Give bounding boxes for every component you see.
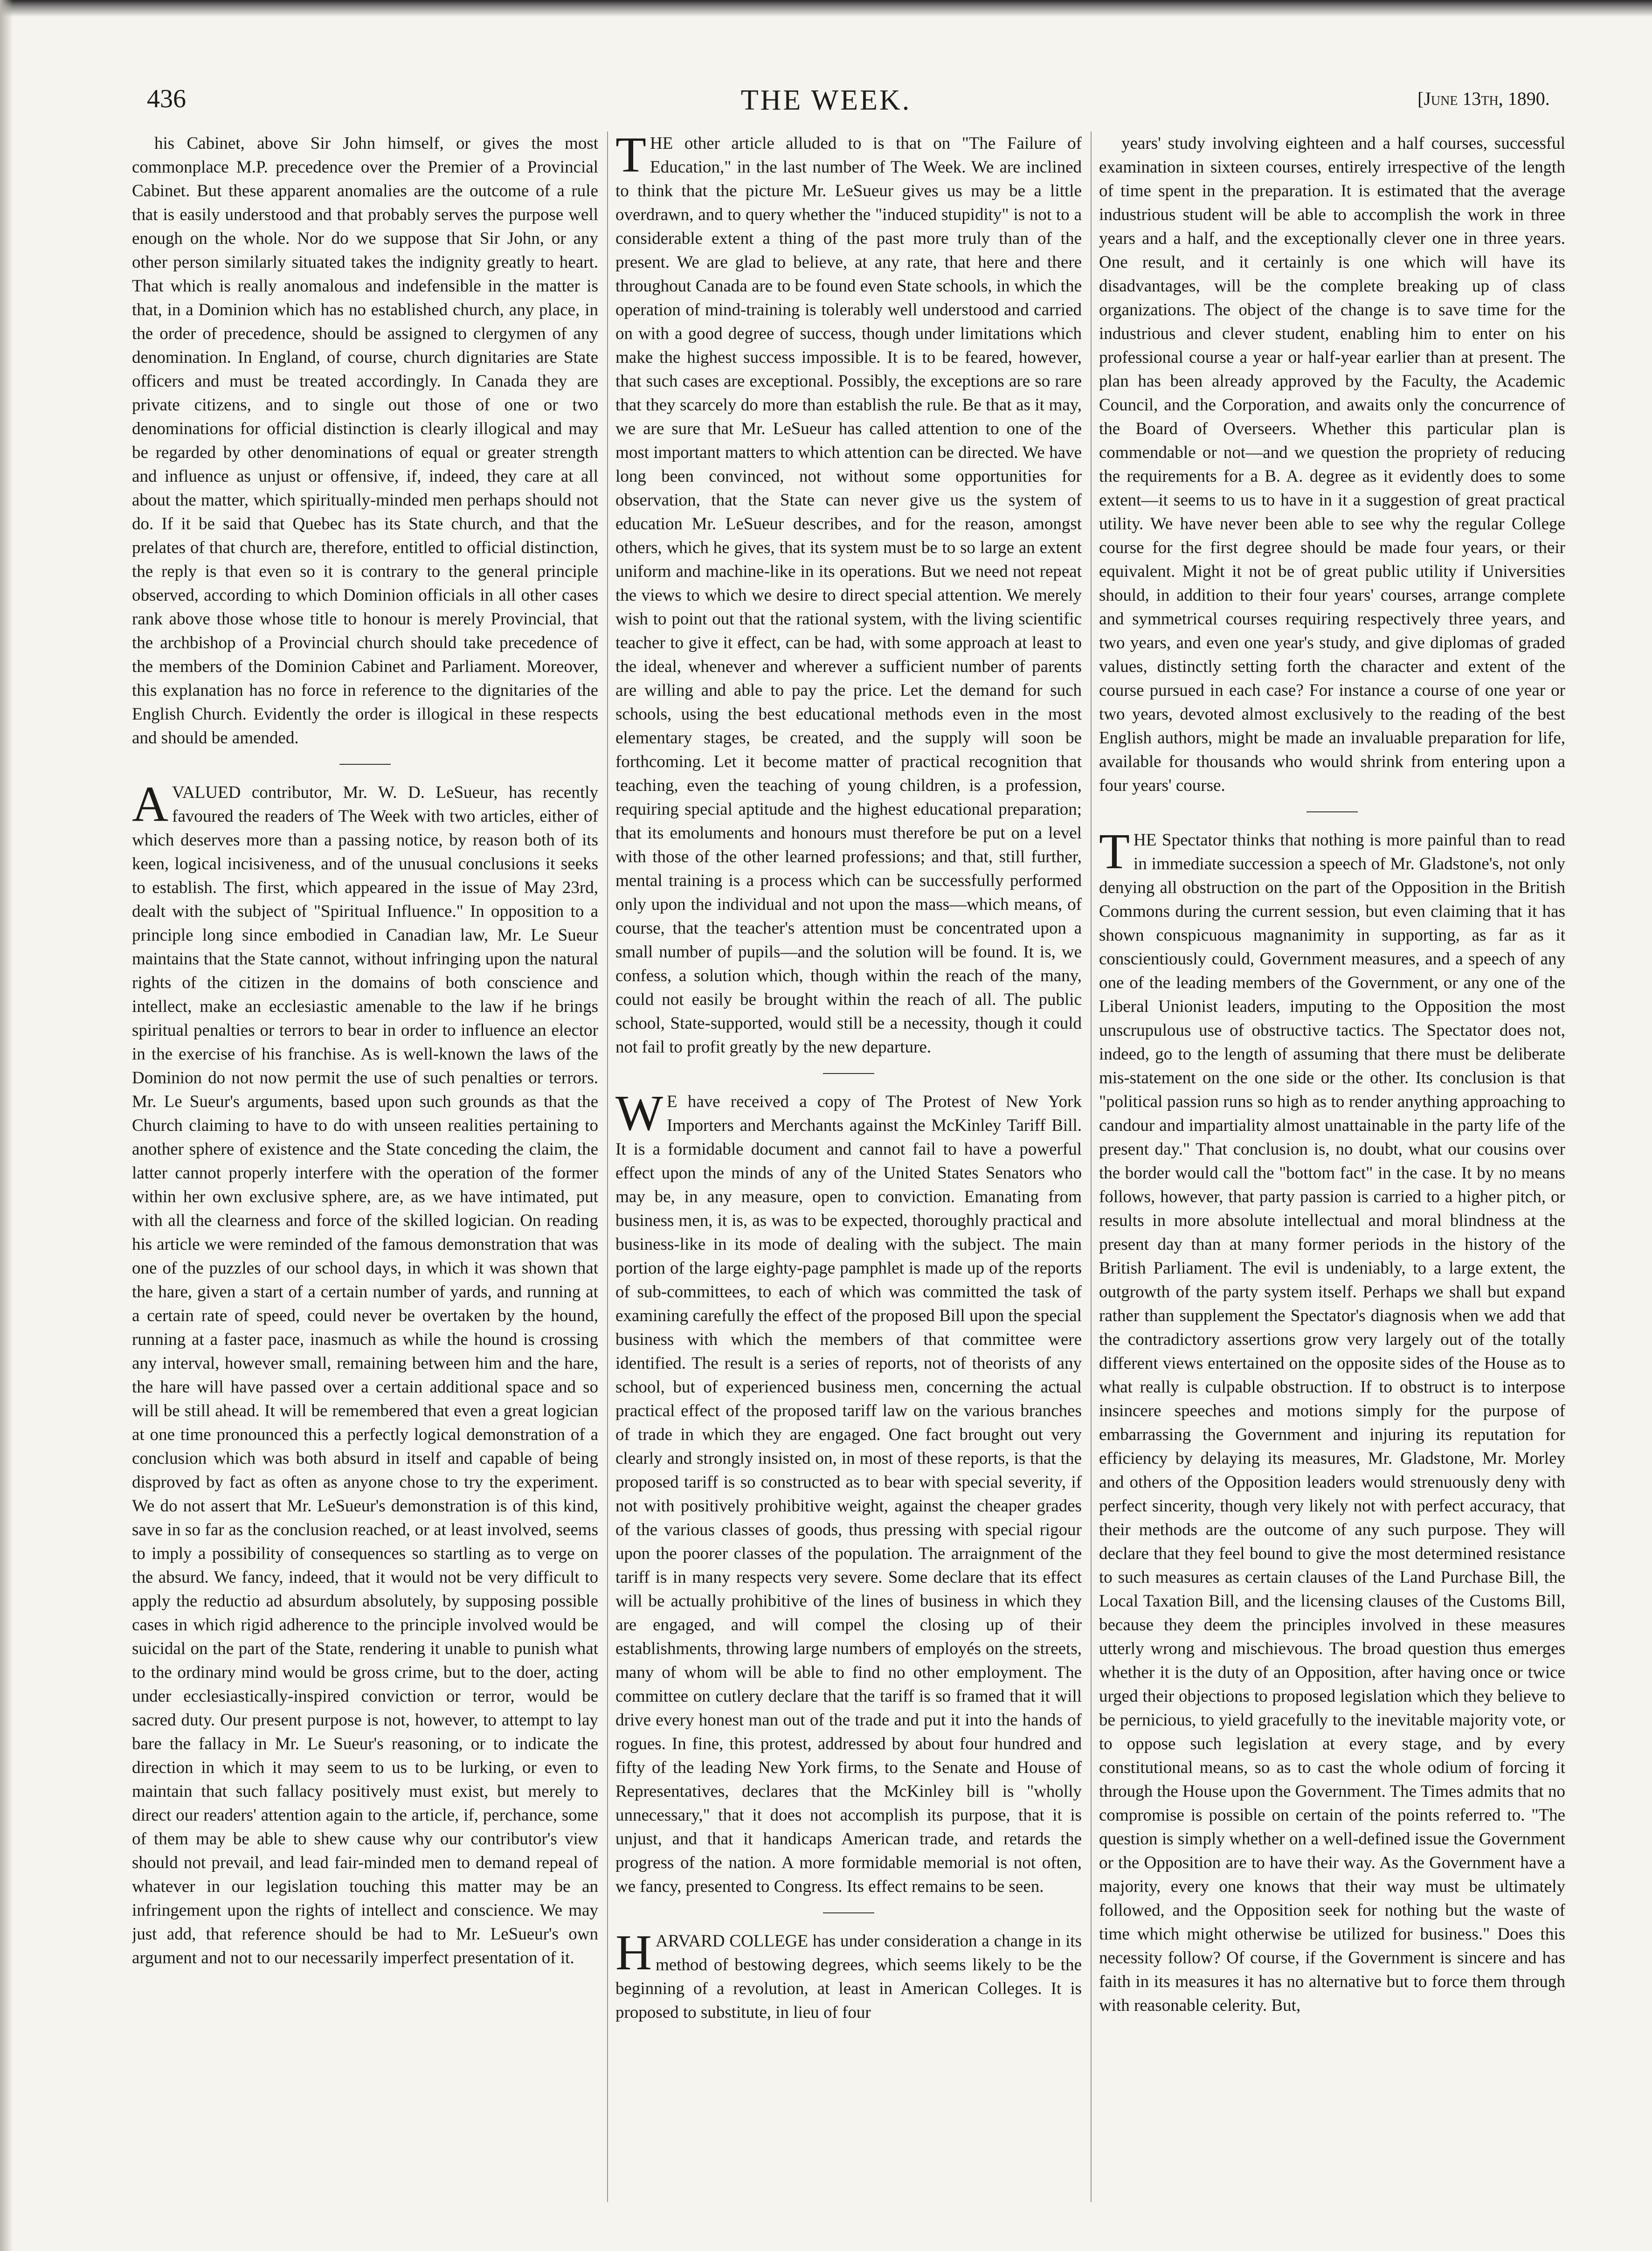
column-1 bbox=[132, 132, 598, 2202]
page-header bbox=[0, 84, 1652, 121]
article-paragraph: THE other article alluded to is that on "The Failure of Education," in the last number of The Week. We are inclined to think that the picture Mr. LeSueur gives us may be a little overdrawn, and to query whether the "induced stupidity" is not to a considerable extent a thing of the past more truly than of the present. We are glad to believe, at any rate, that here and there throughout Canada are to be found even State schools, in which the operation of mind-training is tolerably well understood and carried on with a good degree of success, though under limitations which make the highest success impossible. It is to be feared, however, that such cases are exceptional. Possibly, the exceptions are so rare that they scarcely do more than establish the rule. Be that as it may, we are sure that Mr. LeSueur has called attention to one of the most important matters to which attention can be directed. We have long been convinced, not without some opportunities for observation, that the State can never give us the system of education Mr. LeSueur describes, and for the reason, amongst others, which he gives, that its system must be to so large an extent uniform and machine-like in its operations. But we need not repeat the views to which we desire to direct special attention. We merely wish to point out that the rational system, with the living scientific teacher to give it effect, can be had, with some approach at least to the ideal, whenever and wherever a sufficient number of parents are willing and able to pay the price. Let the demand for such schools, using the best educational methods even in the most elementary stages, be created, and the supply will soon be forthcoming. Let it become matter of practical recognition that teaching, even the teaching of young children, is a profession, requiring special aptitude and the highest educational preparation; that its emoluments and honours must therefore be put on a level with those of the other learned professions; and that, still further, mental training is a process which can be successfully performed only upon the individual and not upon the mass—which means, of course, that the teacher's attention must be concentrated upon a small number of pupils—and the solution will be found. It is, we confess, a solution which, though within the reach of the many, could not easily be brought within the reach of all. The public school, State-supported, would still be a necessity, though it could not fail to profit greatly by the new departure. bbox=[615, 132, 1082, 1057]
article-paragraph: THE Spectator thinks that nothing is more painful than to read in immediate succession a speech of Mr. Gladstone's, not only denying all obstruction on the part of the Opposition in the British Commons during the current session, but even claiming that it has shown conspicuous magnanimity in supporting, as far as it conscientiously could, Government measures, and a speech of any one of the leading members of the Government, or any one of the Liberal Unionist leaders, imputing to the Opposition the most unscrupulous use of obstructive tactics. The Spectator does not, indeed, go to the length of assuming that there must be deliberate mis-statement on the one side or the other. Its conclusion is that "political passion runs so high as to render anything approaching to candour and impartiality almost unattainable in the party life of the present day." That conclusion is, no doubt, what our cousins over the border would call the "bottom fact" in the case. It by no means follows, however, that party passion is carried to a higher pitch, or results in more absolute intellectual and moral blindness at the present day than at many former periods in the history of the British Parliament. The evil is undeniably, to a large extent, the outgrowth of the party system itself. Perhaps we shall but expand rather than supplement the Spectator's diagnosis when we add that the contradictory assertions grow very largely out of the totally different views entertained on the opposite sides of the House as to what really is culpable obstruction. If to obstruct is to interpose insincere speeches and motions simply for the purpose of embarrassing the Government and injuring its reputation for efficiency by delaying its measures, Mr. Gladstone, Mr. Morley and others of the Opposition leaders would strenuously deny with perfect sincerity, though very likely not with perfect accuracy, that their methods are the outcome of any such purpose. They will declare that they feel bound to give the most determined resistance to such measures as certain clauses of the Land Purchase Bill, the Local Taxation Bill, and the licensing clauses of the Customs Bill, because they deem the principles involved in these measures utterly wrong and mischievous. The broad question thus emerges whether it is the duty of an Opposition, after having once or twice urged their objections to proposed legislation which they believe to be pernicious, to yield gracefully to the inevitable majority vote, or to oppose such legislation at every stage, and by every constitutional means, so as to cast the whole odium of forcing it through the House upon the Government. The Times admits that no compromise is possible on certain of the points referred to. "The question is simply whether on a well-defined issue the Government or the Opposition are to have their way. As the Government have a majority, every one knows that their way must be ultimately followed, and the Opposition seek for nothing but the waste of time which might otherwise be utilized for business." Does this necessity follow? Of course, if the Government is sincere and has faith in its measures it has no alternative but to force them through with reasonable celerity. But, bbox=[1099, 824, 1565, 2015]
section-separator bbox=[1306, 811, 1358, 812]
issue-date: [June 13th, 1890. bbox=[1417, 88, 1550, 109]
article-paragraph: his Cabinet, above Sir John himself, or gives the most commonplace M.P. precedence over the Premier of a Provincial Cabinet. But these apparent anomalies are the outcome of a rule that is easily understood and that probably serves the purpose well enough on the whole. Nor do we suppose that Sir John, or any other person similarly situated takes the indignity greatly to heart. That which is really anomalous and indefensible in the matter is that, in a Dominion which has no established church, any place, in the order of precedence, should be assigned to clergymen of any denomination. In England, of course, church dignitaries are State officers and must be treated accordingly. In Canada they are private citizens, and to single out those of one or two denominations for official distinction is clearly illogical and may be regarded by other denominations of equal or greater strength and influence as unjust or offensive, if, indeed, they care at all about the matter, which spiritually-minded men perhaps should not do. If it be said that Quebec has its State church, and that the prelates of that church are, therefore, entitled to official distinction, the reply is that even so it is contrary to the general principle observed, according to which Dominion officials in all other cases rank above those whose title to honour is merely Provincial, that the archbishop of a Provincial church should take precedence of the members of the Dominion Cabinet and Parliament. Moreover, this explanation has no force in reference to the dignitaries of the English Church. Evidently the order is illogical in these respects and should be amended. bbox=[132, 134, 598, 748]
scan-edge-top bbox=[0, 0, 1652, 17]
column-divider bbox=[607, 132, 608, 2202]
scan-edge-left bbox=[0, 0, 13, 2251]
column-2 bbox=[615, 132, 1082, 2202]
article-paragraph: years' study involving eighteen and a half courses, successful examination in sixteen courses, entirely irrespective of the length of time spent in the preparation. It is estimated that the average industrious student will be able to accomplish the work in three years and a half, and the exceptionally clever one in three years. One result, and it certainly is one which will have its disadvantages, will be the complete breaking up of class organizations. The object of the change is to save time for the industrious and clever student, enabling him to enter on his professional course a year or half-year earlier than at present. The plan has been already approved by the Faculty, the Academic Council, and the Corporation, and awaits only the concurrence of the Board of Overseers. Whether this particular plan is commendable or not—and we question the propriety of reducing the requirements for a B. A. degree as it evidently does to some extent—it seems to us to have in it a suggestion of great practical utility. We have never been able to see why the regular College course for the first degree should be made four years, or their equivalent. Might it not be of great public utility if Universities should, in addition to their four years' courses, arrange complete and symmetrical courses requiring respectively three years, and two years, and even one year's study, and give diplomas of graded values, distinctly setting forth the character and extent of the course pursued in each case? For instance a course of one year or two years, devoted almost exclusively to the reading of the best English authors, might be made an invaluable preparation for life, available for thousands who would shrink from entering upon a four years' course. bbox=[1099, 134, 1565, 795]
section-separator bbox=[823, 1912, 874, 1913]
section-separator bbox=[339, 764, 391, 765]
page-number: 436 bbox=[147, 84, 186, 113]
journal-title: THE WEEK. bbox=[740, 84, 912, 116]
column-divider bbox=[1091, 132, 1092, 2202]
column-3 bbox=[1099, 132, 1565, 2202]
section-separator bbox=[823, 1073, 874, 1074]
article-paragraph: HARVARD COLLEGE has under consideration a change in its method of bestowing degrees, which seems likely to be the beginning of a revolution, at least in American Colleges. It is proposed to substitute, in lieu of four bbox=[615, 1925, 1082, 2022]
article-paragraph: AVALUED contributor, Mr. W. D. LeSueur, has recently favoured the readers of The Week with two articles, either of which deserves more than a passing notice, by reason both of its keen, logical incisiveness, and of the unusual conclusions it seeks to establish. The first, which appeared in the issue of May 23rd, dealt with the subject of "Spiritual Influence." In opposition to a principle long since embodied in Canadian law, Mr. Le Sueur maintains that the State cannot, without infringing upon the natural rights of the citizen in the domains of both conscience and intellect, make an ecclesiastic amenable to the law if he brings spiritual penalties or terrors to bear in order to influence an elector in the exercise of his franchise. As is well-known the laws of the Dominion do not now permit the use of such penalties or terrors. Mr. Le Sueur's arguments, based upon such grounds as that the Church claiming to have to do with unseen realities pertaining to another sphere of existence and the State conceding the claim, the latter cannot properly interfere with the operation of the former within her own exclusive sphere, are, as we have intimated, put with all the clearness and force of the skilled logician. On reading his article we were reminded of the famous demonstration that was one of the puzzles of our school days, in which it was shown that the hare, given a start of a certain number of yards, and running at a certain rate of speed, could never be overtaken by the hound, running at a faster pace, inasmuch as while the hound is crossing any interval, however small, remaining between him and the hare, the hare will have passed over a certain additional space and so will be still ahead. It will be remembered that even a great logician at one time pronounced this a perfectly logical demonstration of a conclusion which was both absurd in itself and capable of being disproved by fact as often as anyone chose to try the experiment. We do not assert that Mr. LeSueur's demonstration is of this kind, save in so far as the conclusion reached, or at least involved, seems to imply a possibility of consequences so startling as to verge on the absurd. We fancy, indeed, that it would not be very difficult to apply the reductio ad absurdum absolutely, by supposing possible cases in which rigid adherence to the principle involved would be suicidal on the part of the State, rendering it unable to punish what to the ordinary mind would be gross crime, but to the doer, acting under ecclesiastically-inspired conviction or terror, would be sacred duty. Our present purpose is not, however, to attempt to lay bare the fallacy in Mr. Le Sueur's reasoning, or to indicate the direction in which it may seem to us to be lurking, or even to maintain that such fallacy positively must exist, but merely to direct our readers' attention again to the article, if, perchance, some of them may be able to shew cause why our contributor's view should not prevail, and lead fair-minded men to demand repeal of whatever in our legislation touching this matter may be an infringement upon the rights of intellect and conscience. We may just add, that reference should be had to Mr. LeSueur's own argument and not to our necessarily imperfect presentation of it. bbox=[132, 776, 598, 1967]
article-paragraph: WE have received a copy of The Protest of New York Importers and Merchants against the McKinley Tariff Bill. It is a formidable document and cannot fail to have a powerful effect upon the minds of any of the United States Senators who may be, in any measure, open to conviction. Emanating from business men, it is, as was to be expected, thoroughly practical and business-like in its mode of dealing with the subject. The main portion of the large eighty-page pamphlet is made up of the reports of sub-committees, to each of which was committed the task of examining carefully the effect of the proposed Bill upon the special business with which the members of that committee were identified. The result is a series of reports, not of theorists of any school, but of experienced business men, concerning the actual practical effect of the proposed tariff law on the various branches of trade in which they are engaged. One fact brought out very clearly and strongly insisted on, in most of these reports, is that the proposed tariff is so constructed as to bear with special severity, if not with positively prohibitive weight, against the cheaper grades of the various classes of goods, thus pressing with special rigour upon the poorer classes of the population. The arraignment of the tariff is in many respects very severe. Some declare that its effect will be actually prohibitive of the lines of business in which they are engaged, and will compel the closing up of their establishments, throwing large numbers of employés on the streets, many of whom will be able to find no other employment. The committee on cutlery declare that the tariff is so framed that it will drive every honest man out of the trade and put it into the hands of rogues. In fine, this protest, addressed by about four hundred and fifty of the leading New York firms, to the Senate and House of Representatives, declares that the McKinley bill is "wholly unnecessary," that it does not accomplish its purpose, that it is unjust, and that it handicaps American trade, and retards the progress of the nation. A more formidable memorial is not often, we fancy, presented to Congress. Its effect remains to be seen. bbox=[615, 1086, 1082, 1896]
